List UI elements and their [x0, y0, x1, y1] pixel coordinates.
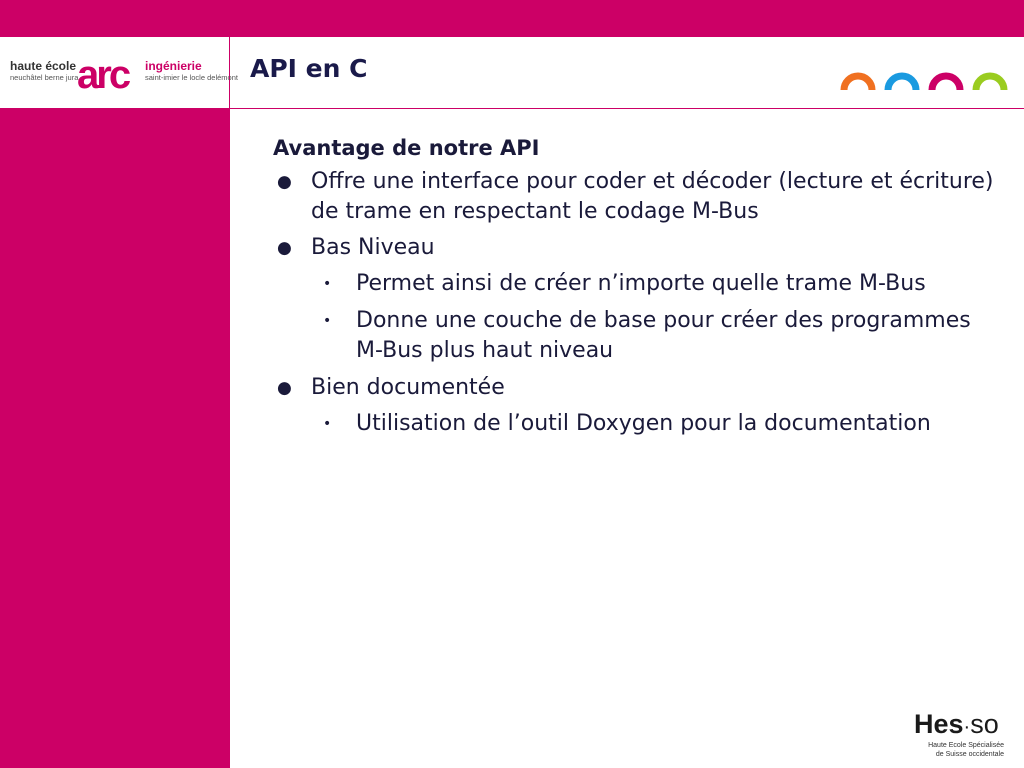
arch-green-icon: [976, 76, 1004, 90]
logo-field: ingénierie: [145, 59, 202, 73]
bullet-text: Offre une interface pour coder et décoder (lecture et écriture) de trame en respectant le codage M-Bus: [311, 169, 994, 224]
bullet-text: Utilisation de l’outil Doxygen pour la documentation: [356, 411, 931, 436]
sub-bullet-item: [273, 269, 1003, 299]
bullet-list: [273, 167, 1003, 439]
logo-campuses: saint-imier le locle delémont: [145, 73, 238, 82]
bullet-text: Permet ainsi de créer n’importe quelle trame M-Bus: [356, 271, 926, 296]
header-divider: [0, 108, 1024, 109]
bullet-icon: ●: [277, 378, 292, 398]
sub-bullet-item: [273, 409, 1003, 439]
hes-so-mark-dot: ·: [963, 716, 971, 738]
bullet-icon: •: [323, 313, 332, 329]
hes-so-tagline-line1: Haute Ecole Spécialisée: [928, 742, 1004, 749]
arc-logo-text: arc: [77, 56, 129, 94]
arc-logo-mark: [76, 56, 146, 94]
school-logo: [10, 56, 238, 98]
bullet-icon: •: [323, 276, 332, 292]
bullet-text: Bien documentée: [311, 375, 505, 400]
logo-school-name: haute école: [10, 59, 77, 73]
arches-decoration: [840, 66, 1015, 92]
hes-so-mark-so: so: [970, 709, 999, 739]
bullet-item: [273, 373, 1003, 403]
arch-blue-icon: [888, 76, 916, 90]
top-brand-bar: [0, 0, 1024, 37]
slide-title: API en C: [250, 54, 368, 83]
hes-so-logo: [908, 708, 1008, 760]
sub-bullet-item: [273, 306, 1003, 366]
hes-so-mark-hes: Hes: [914, 709, 964, 739]
hes-so-wordmark: [914, 708, 999, 743]
arch-orange-icon: [844, 76, 872, 90]
left-sidebar-band: [0, 108, 230, 768]
slide-content: [273, 133, 1003, 446]
bullet-item: [273, 167, 1003, 227]
bullet-icon: ●: [277, 238, 292, 258]
arch-magenta-icon: [932, 76, 960, 90]
bullet-icon: ●: [277, 172, 292, 192]
bullet-item: [273, 233, 1003, 263]
content-heading: Avantage de notre API: [273, 136, 540, 160]
bullet-text: Donne une couche de base pour créer des programmes M-Bus plus haut niveau: [356, 308, 971, 363]
hes-so-tagline-line2: de Suisse occidentale: [935, 751, 1004, 758]
bullet-icon: •: [323, 416, 332, 432]
bullet-text: Bas Niveau: [311, 235, 435, 260]
hes-so-tagline: [908, 741, 1004, 759]
logo-region: neuchâtel berne jura: [10, 73, 79, 82]
